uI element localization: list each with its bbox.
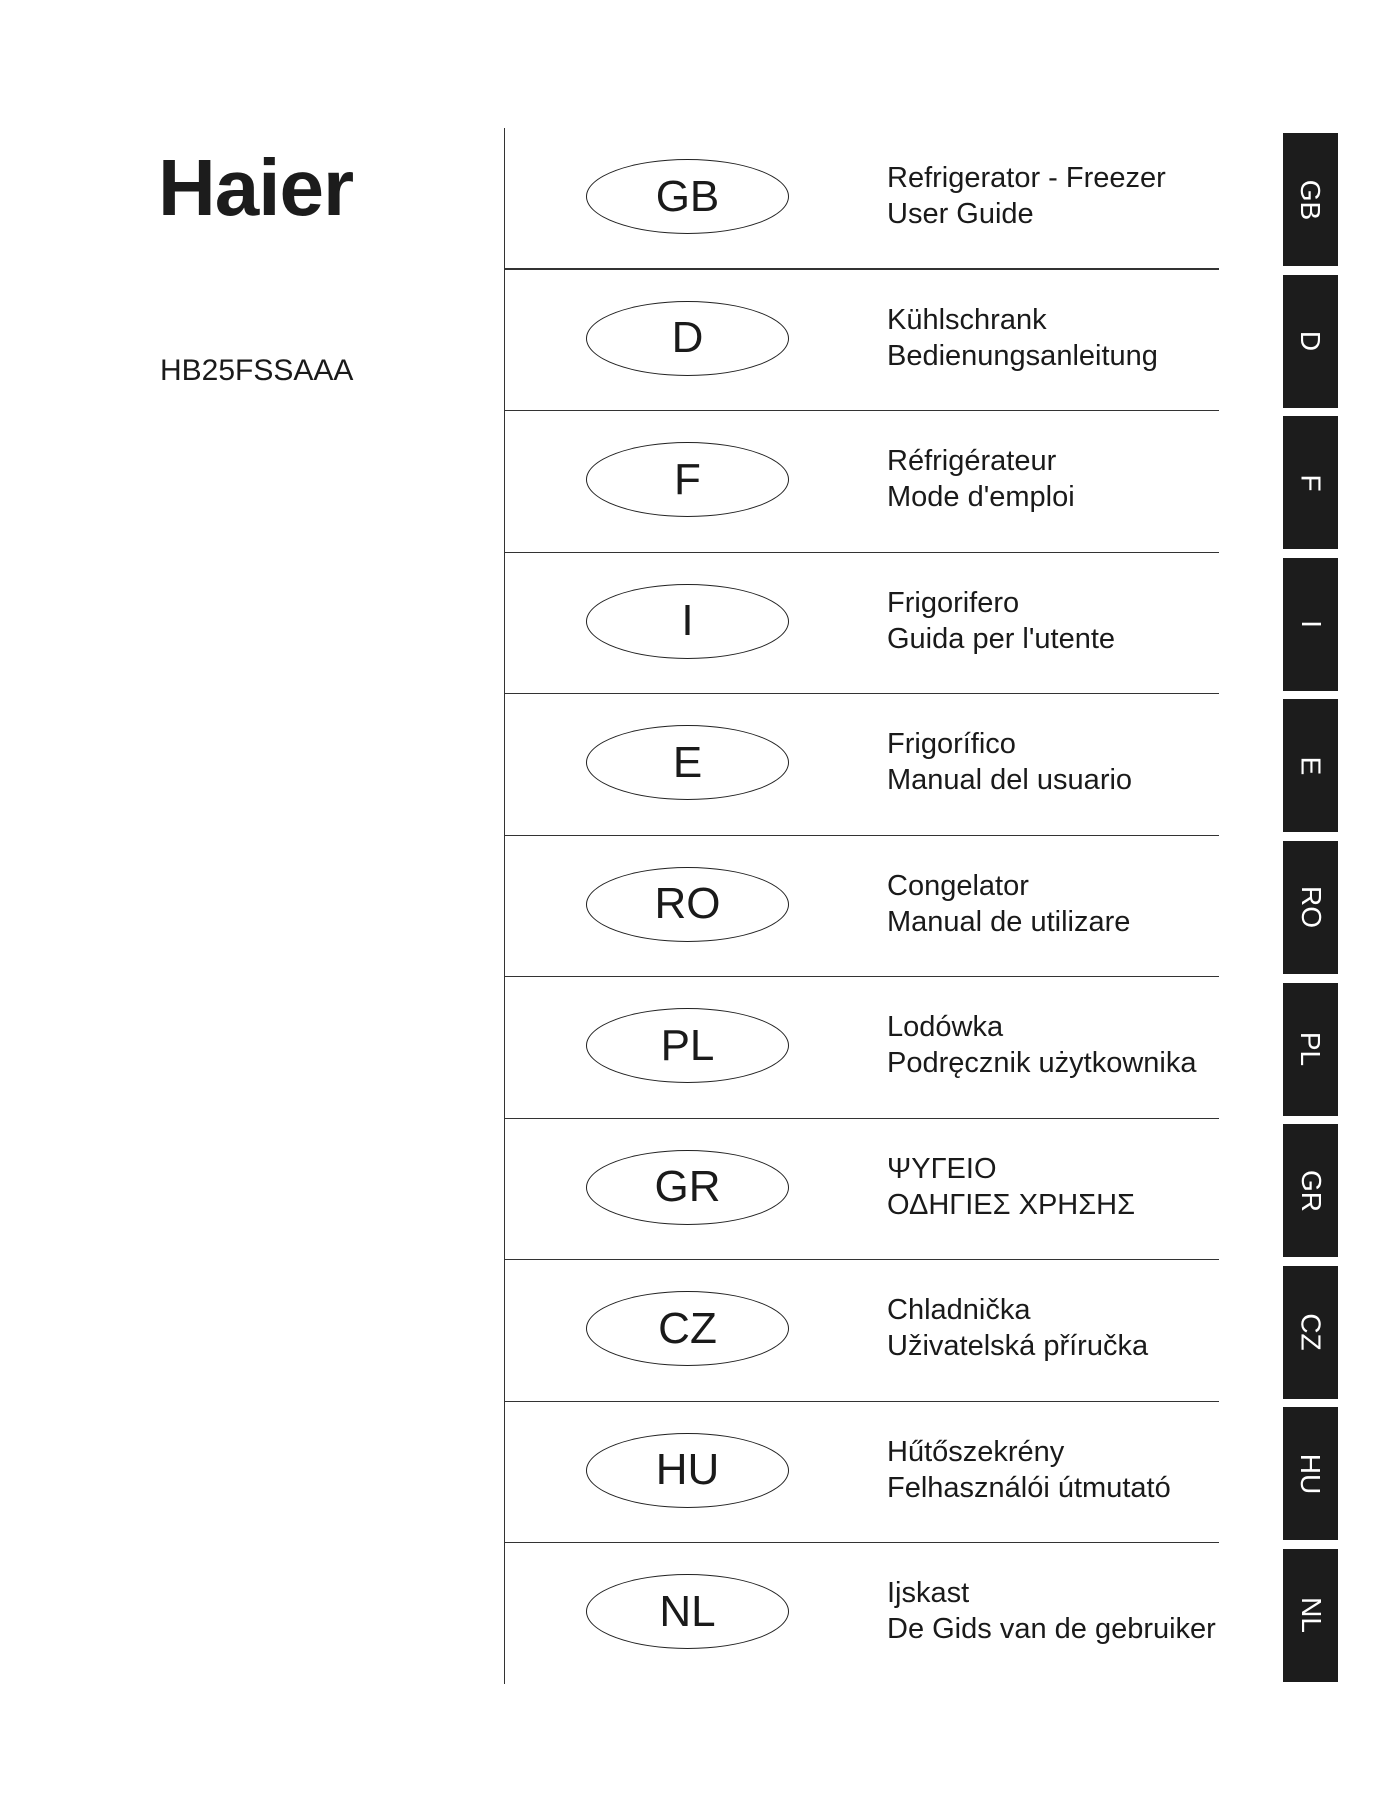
tab-label: RO — [1295, 886, 1327, 929]
section-title — [887, 443, 1075, 515]
product-name: Refrigerator - Freezer — [887, 162, 1166, 194]
guide-name: Guida per l'utente — [887, 622, 1116, 655]
index-tab-pl[interactable] — [1283, 983, 1338, 1116]
section-row-f — [505, 411, 1219, 553]
product-name: Ijskast — [887, 1577, 970, 1609]
guide-name: Uživatelská příručka — [887, 1330, 1149, 1362]
index-tab-hu[interactable] — [1283, 1407, 1338, 1540]
section-row-nl — [505, 1543, 1219, 1685]
product-name: Frigorifero — [887, 586, 1020, 619]
language-code-oval: CZ — [586, 1291, 789, 1366]
tab-label: I — [1295, 620, 1327, 629]
section-row-cz — [505, 1260, 1219, 1402]
language-code-oval: E — [586, 725, 789, 800]
section-title — [887, 160, 1166, 232]
tab-label: D — [1295, 330, 1327, 352]
language-code-oval: GR — [586, 1150, 789, 1225]
section-row-gr — [505, 1119, 1219, 1261]
product-name: Chladnička — [887, 1294, 1031, 1326]
language-code-oval: GB — [586, 159, 789, 234]
section-row-pl — [505, 977, 1219, 1119]
tab-label: E — [1295, 756, 1327, 776]
section-title — [887, 868, 1130, 940]
index-tab-nl[interactable] — [1283, 1549, 1338, 1682]
language-code-oval: HU — [586, 1433, 789, 1508]
section-row-ro — [505, 836, 1219, 978]
index-tab-gb[interactable] — [1283, 133, 1338, 266]
tab-label: CZ — [1295, 1313, 1327, 1351]
section-title — [887, 1575, 1216, 1647]
product-name: Hűtőszekrény — [887, 1435, 1065, 1468]
tab-label: F — [1295, 474, 1327, 492]
product-name: ΨΥΓΕΙΟ — [887, 1152, 997, 1185]
guide-name: De Gids van de gebruiker — [887, 1613, 1216, 1645]
section-title — [887, 1151, 1135, 1223]
section-row-gb — [505, 128, 1219, 270]
index-tab-e[interactable] — [1283, 699, 1338, 832]
language-code-oval: D — [586, 301, 789, 376]
tab-label: GR — [1295, 1169, 1327, 1212]
guide-name: ΟΔΗΓΙΕΣ ΧΡΗΣΗΣ — [887, 1188, 1136, 1221]
section-title — [887, 726, 1132, 798]
tab-label: PL — [1295, 1031, 1327, 1067]
section-row-hu — [505, 1402, 1219, 1544]
guide-name: Felhasználói útmutató — [887, 1471, 1171, 1504]
guide-name: Manual del usuario — [887, 764, 1133, 796]
index-tab-i[interactable] — [1283, 558, 1338, 691]
product-name: Congelator — [887, 869, 1029, 902]
language-code-oval: PL — [586, 1008, 789, 1083]
brand-logo: Haier — [158, 143, 354, 232]
section-title — [887, 585, 1115, 657]
guide-name: User Guide — [887, 198, 1034, 230]
index-tab-gr[interactable] — [1283, 1124, 1338, 1257]
tab-label: GB — [1295, 179, 1327, 220]
product-name: Kühlschrank — [887, 303, 1047, 336]
section-title — [887, 302, 1158, 374]
index-tab-d[interactable] — [1283, 275, 1338, 408]
guide-name: Manual de utilizare — [887, 905, 1131, 938]
section-row-d — [505, 270, 1219, 412]
section-title — [887, 1009, 1196, 1081]
language-sections — [505, 128, 1219, 1685]
language-code-oval: RO — [586, 867, 789, 942]
section-row-i — [505, 553, 1219, 695]
guide-name: Mode d'emploi — [887, 481, 1075, 513]
index-tab-cz[interactable] — [1283, 1266, 1338, 1399]
index-tab-ro[interactable] — [1283, 841, 1338, 974]
language-code-oval: I — [586, 584, 789, 659]
product-name: Frigorífico — [887, 728, 1016, 760]
guide-name: Bedienungsanleitung — [887, 339, 1158, 372]
tab-label: HU — [1295, 1453, 1327, 1495]
model-number: HB25FSSAAA — [160, 354, 354, 387]
language-code-oval: NL — [586, 1574, 789, 1649]
product-name: Réfrigérateur — [887, 445, 1057, 477]
tab-label: NL — [1295, 1597, 1327, 1634]
guide-name: Podręcznik użytkownika — [887, 1047, 1197, 1079]
section-title — [887, 1292, 1148, 1364]
section-row-e — [505, 694, 1219, 836]
product-name: Lodówka — [887, 1011, 1004, 1043]
thumb-index-tabs — [1283, 133, 1338, 1691]
section-title — [887, 1434, 1171, 1506]
index-tab-f[interactable] — [1283, 416, 1338, 549]
language-code-oval: F — [586, 442, 789, 517]
